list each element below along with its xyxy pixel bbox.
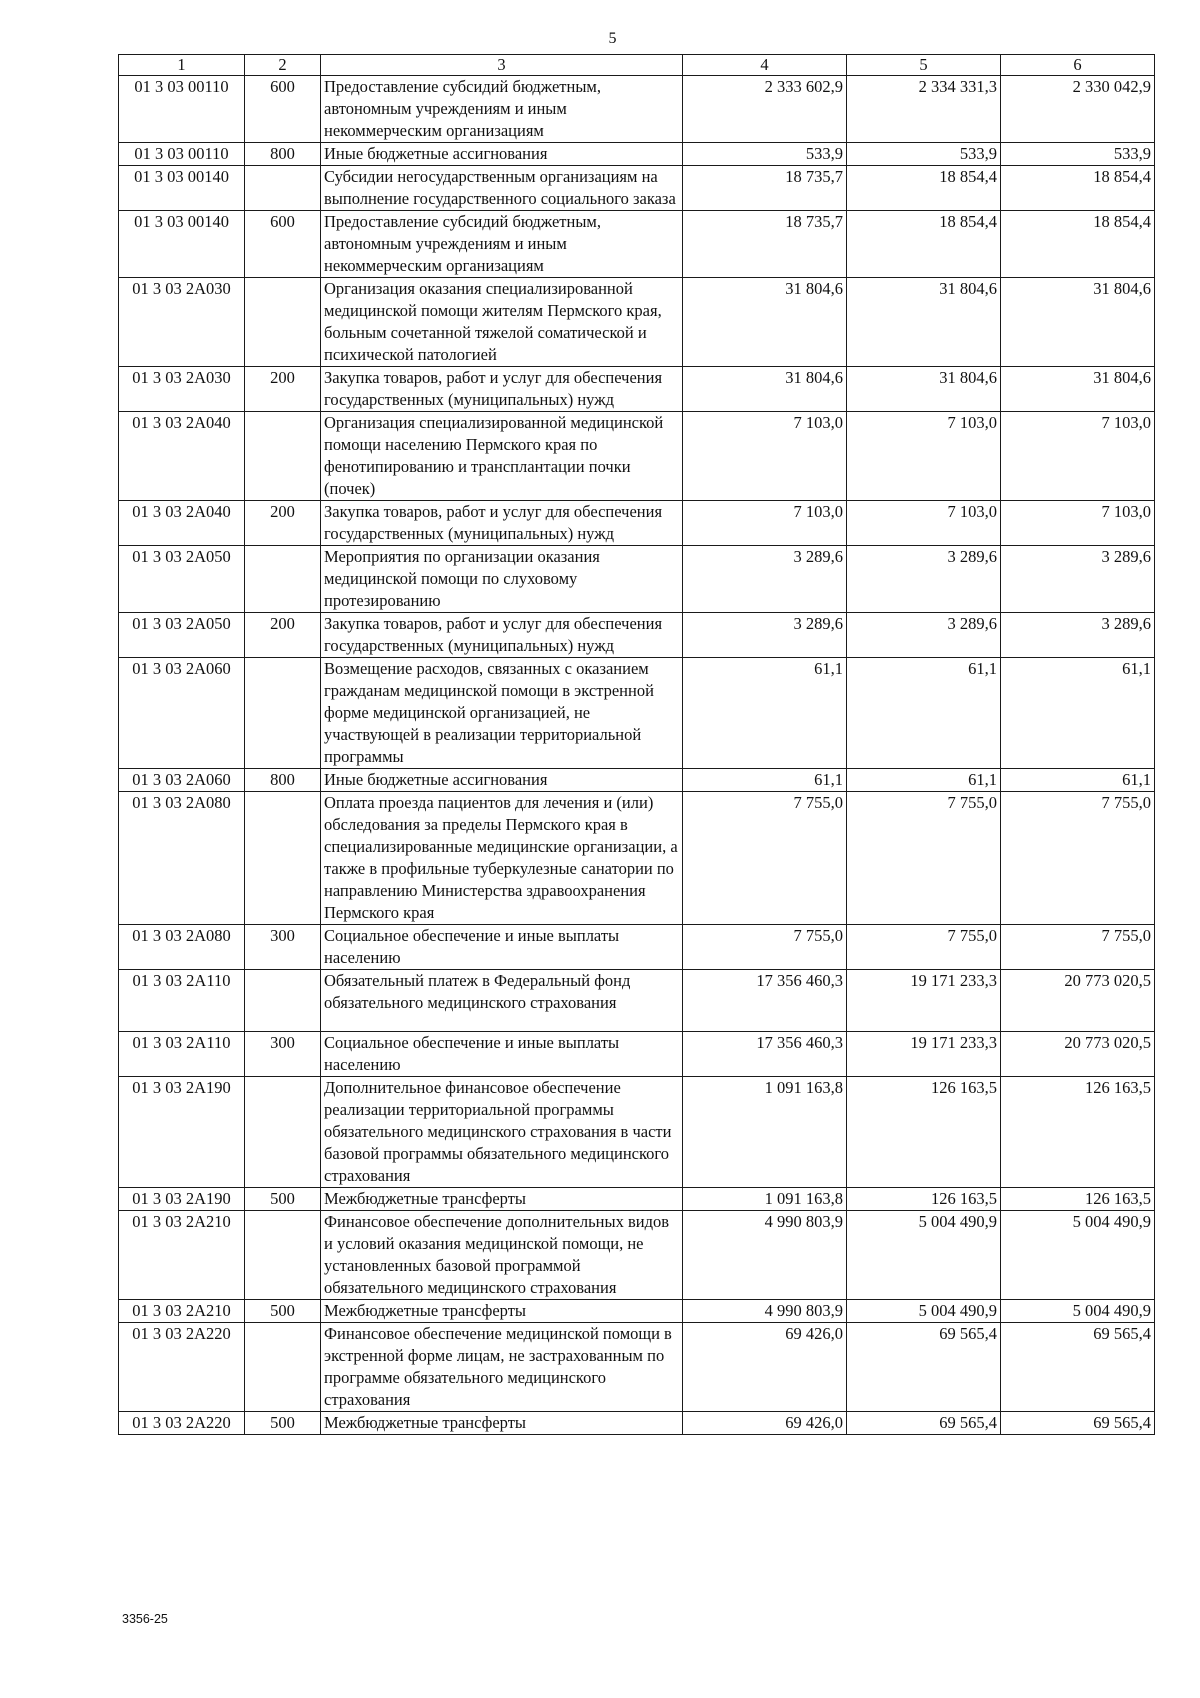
amount-col6-cell: 7 103,0 <box>1001 412 1155 501</box>
amount-col6-cell: 2 330 042,9 <box>1001 76 1155 143</box>
amount-col4-cell: 3 289,6 <box>683 546 847 613</box>
amount-col4-cell: 3 289,6 <box>683 613 847 658</box>
column-header-6: 6 <box>1001 55 1155 76</box>
page-number: 5 <box>608 30 617 47</box>
document-footer-code: 3356-25 <box>122 1612 168 1626</box>
amount-col5-cell: 18 854,4 <box>847 166 1001 211</box>
expense-type-cell <box>245 658 321 769</box>
expense-type-cell: 800 <box>245 769 321 792</box>
description-cell: Межбюджетные трансферты <box>321 1188 683 1211</box>
amount-col5-cell: 69 565,4 <box>847 1323 1001 1412</box>
expense-type-cell: 300 <box>245 1032 321 1077</box>
code-cell: 01 3 03 00110 <box>119 143 245 166</box>
amount-col5-cell: 2 334 331,3 <box>847 76 1001 143</box>
code-cell: 01 3 03 2А060 <box>119 658 245 769</box>
amount-col5-cell: 18 854,4 <box>847 211 1001 278</box>
amount-col5-cell: 19 171 233,3 <box>847 1032 1001 1077</box>
code-cell: 01 3 03 2А190 <box>119 1188 245 1211</box>
amount-col4-cell: 4 990 803,9 <box>683 1211 847 1300</box>
amount-col4-cell: 7 103,0 <box>683 412 847 501</box>
table-row <box>119 412 1155 501</box>
amount-col6-cell: 31 804,6 <box>1001 367 1155 412</box>
amount-col6-cell: 20 773 020,5 <box>1001 970 1155 1032</box>
table-row <box>119 769 1155 792</box>
table-row <box>119 211 1155 278</box>
code-cell: 01 3 03 2А190 <box>119 1077 245 1188</box>
amount-col5-cell: 7 755,0 <box>847 792 1001 925</box>
description-cell: Предоставление субсидий бюджетным, автономным учреждениям и иным некоммерческим организациям <box>321 76 683 143</box>
amount-col6-cell: 126 163,5 <box>1001 1077 1155 1188</box>
description-cell: Субсидии негосударственным организациям на выполнение государственного социального заказа <box>321 166 683 211</box>
description-cell: Оплата проезда пациентов для лечения и (или) обследования за пределы Пермского края в специализированные медицинские организации, а также в профильные туберкулезные санатории по направлению Министерства здравоохранения Пермского края <box>321 792 683 925</box>
amount-col5-cell: 7 755,0 <box>847 925 1001 970</box>
expense-type-cell: 500 <box>245 1412 321 1435</box>
code-cell: 01 3 03 2А220 <box>119 1412 245 1435</box>
amount-col6-cell: 3 289,6 <box>1001 613 1155 658</box>
expense-type-cell: 300 <box>245 925 321 970</box>
expense-type-cell: 600 <box>245 76 321 143</box>
amount-col4-cell: 4 990 803,9 <box>683 1300 847 1323</box>
description-cell: Закупка товаров, работ и услуг для обеспечения государственных (муниципальных) нужд <box>321 501 683 546</box>
amount-col4-cell: 7 755,0 <box>683 792 847 925</box>
amount-col4-cell: 7 755,0 <box>683 925 847 970</box>
description-cell: Обязательный платеж в Федеральный фонд обязательного медицинского страхования <box>321 970 683 1032</box>
amount-col6-cell: 18 854,4 <box>1001 166 1155 211</box>
amount-col4-cell: 61,1 <box>683 769 847 792</box>
code-cell: 01 3 03 2А040 <box>119 501 245 546</box>
code-cell: 01 3 03 2А220 <box>119 1323 245 1412</box>
description-cell: Межбюджетные трансферты <box>321 1412 683 1435</box>
expense-type-cell: 500 <box>245 1300 321 1323</box>
amount-col4-cell: 17 356 460,3 <box>683 1032 847 1077</box>
code-cell: 01 3 03 2А110 <box>119 970 245 1032</box>
code-cell: 01 3 03 2А040 <box>119 412 245 501</box>
amount-col4-cell: 31 804,6 <box>683 367 847 412</box>
description-cell: Дополнительное финансовое обеспечение реализации территориальной программы обязательного медицинского страхования в части базовой программы обязательного медицинского страхования <box>321 1077 683 1188</box>
code-cell: 01 3 03 00110 <box>119 76 245 143</box>
description-cell: Возмещение расходов, связанных с оказанием гражданам медицинской помощи в экстренной форме медицинской организацией, не участвующей в реализации территориальной программы <box>321 658 683 769</box>
amount-col4-cell: 1 091 163,8 <box>683 1077 847 1188</box>
amount-col6-cell: 69 565,4 <box>1001 1412 1155 1435</box>
amount-col5-cell: 533,9 <box>847 143 1001 166</box>
expense-type-cell <box>245 1211 321 1300</box>
code-cell: 01 3 03 2А050 <box>119 613 245 658</box>
amount-col6-cell: 61,1 <box>1001 658 1155 769</box>
description-cell: Финансовое обеспечение дополнительных видов и условий оказания медицинской помощи, не установленных базовой программой обязательного медицинского страхования <box>321 1211 683 1300</box>
amount-col4-cell: 7 103,0 <box>683 501 847 546</box>
amount-col5-cell: 126 163,5 <box>847 1077 1001 1188</box>
description-cell: Предоставление субсидий бюджетным, автономным учреждениям и иным некоммерческим организациям <box>321 211 683 278</box>
expense-type-cell <box>245 546 321 613</box>
amount-col5-cell: 7 103,0 <box>847 412 1001 501</box>
amount-col5-cell: 126 163,5 <box>847 1188 1001 1211</box>
description-cell: Организация специализированной медицинской помощи населению Пермского края по фенотипированию и трансплантации почки (почек) <box>321 412 683 501</box>
amount-col6-cell: 7 755,0 <box>1001 925 1155 970</box>
code-cell: 01 3 03 00140 <box>119 166 245 211</box>
table-row <box>119 1412 1155 1435</box>
code-cell: 01 3 03 00140 <box>119 211 245 278</box>
amount-col4-cell: 69 426,0 <box>683 1412 847 1435</box>
expense-type-cell: 200 <box>245 501 321 546</box>
code-cell: 01 3 03 2А050 <box>119 546 245 613</box>
table-row <box>119 613 1155 658</box>
table-row <box>119 1032 1155 1077</box>
amount-col5-cell: 3 289,6 <box>847 613 1001 658</box>
amount-col5-cell: 69 565,4 <box>847 1412 1001 1435</box>
code-cell: 01 3 03 2А080 <box>119 792 245 925</box>
amount-col6-cell: 7 755,0 <box>1001 792 1155 925</box>
amount-col4-cell: 18 735,7 <box>683 166 847 211</box>
expense-type-cell <box>245 1323 321 1412</box>
amount-col6-cell: 31 804,6 <box>1001 278 1155 367</box>
table-row <box>119 278 1155 367</box>
description-cell: Межбюджетные трансферты <box>321 1300 683 1323</box>
expense-type-cell: 200 <box>245 613 321 658</box>
table-row <box>119 367 1155 412</box>
code-cell: 01 3 03 2А110 <box>119 1032 245 1077</box>
expense-type-cell: 800 <box>245 143 321 166</box>
table-row <box>119 76 1155 143</box>
table-row <box>119 925 1155 970</box>
amount-col4-cell: 533,9 <box>683 143 847 166</box>
column-header-2: 2 <box>245 55 321 76</box>
description-cell: Закупка товаров, работ и услуг для обеспечения государственных (муниципальных) нужд <box>321 367 683 412</box>
column-header-5: 5 <box>847 55 1001 76</box>
expense-type-cell: 500 <box>245 1188 321 1211</box>
amount-col6-cell: 3 289,6 <box>1001 546 1155 613</box>
amount-col4-cell: 31 804,6 <box>683 278 847 367</box>
amount-col5-cell: 19 171 233,3 <box>847 970 1001 1032</box>
expense-type-cell <box>245 412 321 501</box>
amount-col5-cell: 31 804,6 <box>847 367 1001 412</box>
code-cell: 01 3 03 2А060 <box>119 769 245 792</box>
description-cell: Организация оказания специализированной медицинской помощи жителям Пермского края, больным сочетанной тяжелой соматической и психической патологией <box>321 278 683 367</box>
amount-col4-cell: 2 333 602,9 <box>683 76 847 143</box>
table-row <box>119 1188 1155 1211</box>
amount-col4-cell: 61,1 <box>683 658 847 769</box>
table-row <box>119 792 1155 925</box>
column-header-1: 1 <box>119 55 245 76</box>
table-row <box>119 1211 1155 1300</box>
expense-type-cell <box>245 166 321 211</box>
budget-table <box>118 54 1155 1435</box>
description-cell: Закупка товаров, работ и услуг для обеспечения государственных (муниципальных) нужд <box>321 613 683 658</box>
expense-type-cell <box>245 278 321 367</box>
description-cell: Иные бюджетные ассигнования <box>321 143 683 166</box>
amount-col6-cell: 20 773 020,5 <box>1001 1032 1155 1077</box>
amount-col4-cell: 69 426,0 <box>683 1323 847 1412</box>
code-cell: 01 3 03 2А030 <box>119 367 245 412</box>
table-row <box>119 1300 1155 1323</box>
column-header-4: 4 <box>683 55 847 76</box>
table-row <box>119 143 1155 166</box>
amount-col5-cell: 3 289,6 <box>847 546 1001 613</box>
amount-col5-cell: 61,1 <box>847 658 1001 769</box>
code-cell: 01 3 03 2А210 <box>119 1211 245 1300</box>
table-row <box>119 658 1155 769</box>
table-row <box>119 1077 1155 1188</box>
description-cell: Финансовое обеспечение медицинской помощи в экстренной форме лицам, не застрахованным по программе обязательного медицинского страхования <box>321 1323 683 1412</box>
amount-col5-cell: 5 004 490,9 <box>847 1300 1001 1323</box>
expense-type-cell: 200 <box>245 367 321 412</box>
amount-col5-cell: 31 804,6 <box>847 278 1001 367</box>
description-cell: Социальное обеспечение и иные выплаты населению <box>321 925 683 970</box>
amount-col6-cell: 69 565,4 <box>1001 1323 1155 1412</box>
description-cell: Мероприятия по организации оказания медицинской помощи по слуховому протезированию <box>321 546 683 613</box>
amount-col5-cell: 5 004 490,9 <box>847 1211 1001 1300</box>
description-cell: Иные бюджетные ассигнования <box>321 769 683 792</box>
amount-col6-cell: 61,1 <box>1001 769 1155 792</box>
table-header-row <box>119 55 1155 76</box>
expense-type-cell <box>245 970 321 1032</box>
code-cell: 01 3 03 2А080 <box>119 925 245 970</box>
table-row <box>119 166 1155 211</box>
column-header-3: 3 <box>321 55 683 76</box>
amount-col6-cell: 126 163,5 <box>1001 1188 1155 1211</box>
amount-col4-cell: 1 091 163,8 <box>683 1188 847 1211</box>
amount-col4-cell: 18 735,7 <box>683 211 847 278</box>
expense-type-cell <box>245 792 321 925</box>
amount-col4-cell: 17 356 460,3 <box>683 970 847 1032</box>
expense-type-cell: 600 <box>245 211 321 278</box>
code-cell: 01 3 03 2А030 <box>119 278 245 367</box>
amount-col6-cell: 5 004 490,9 <box>1001 1211 1155 1300</box>
table-row <box>119 546 1155 613</box>
amount-col5-cell: 7 103,0 <box>847 501 1001 546</box>
code-cell: 01 3 03 2А210 <box>119 1300 245 1323</box>
expense-type-cell <box>245 1077 321 1188</box>
amount-col6-cell: 533,9 <box>1001 143 1155 166</box>
table-body <box>119 76 1155 1435</box>
amount-col5-cell: 61,1 <box>847 769 1001 792</box>
table-row <box>119 970 1155 1032</box>
amount-col6-cell: 5 004 490,9 <box>1001 1300 1155 1323</box>
amount-col6-cell: 7 103,0 <box>1001 501 1155 546</box>
table-row <box>119 1323 1155 1412</box>
description-cell: Социальное обеспечение и иные выплаты населению <box>321 1032 683 1077</box>
table-row <box>119 501 1155 546</box>
amount-col6-cell: 18 854,4 <box>1001 211 1155 278</box>
